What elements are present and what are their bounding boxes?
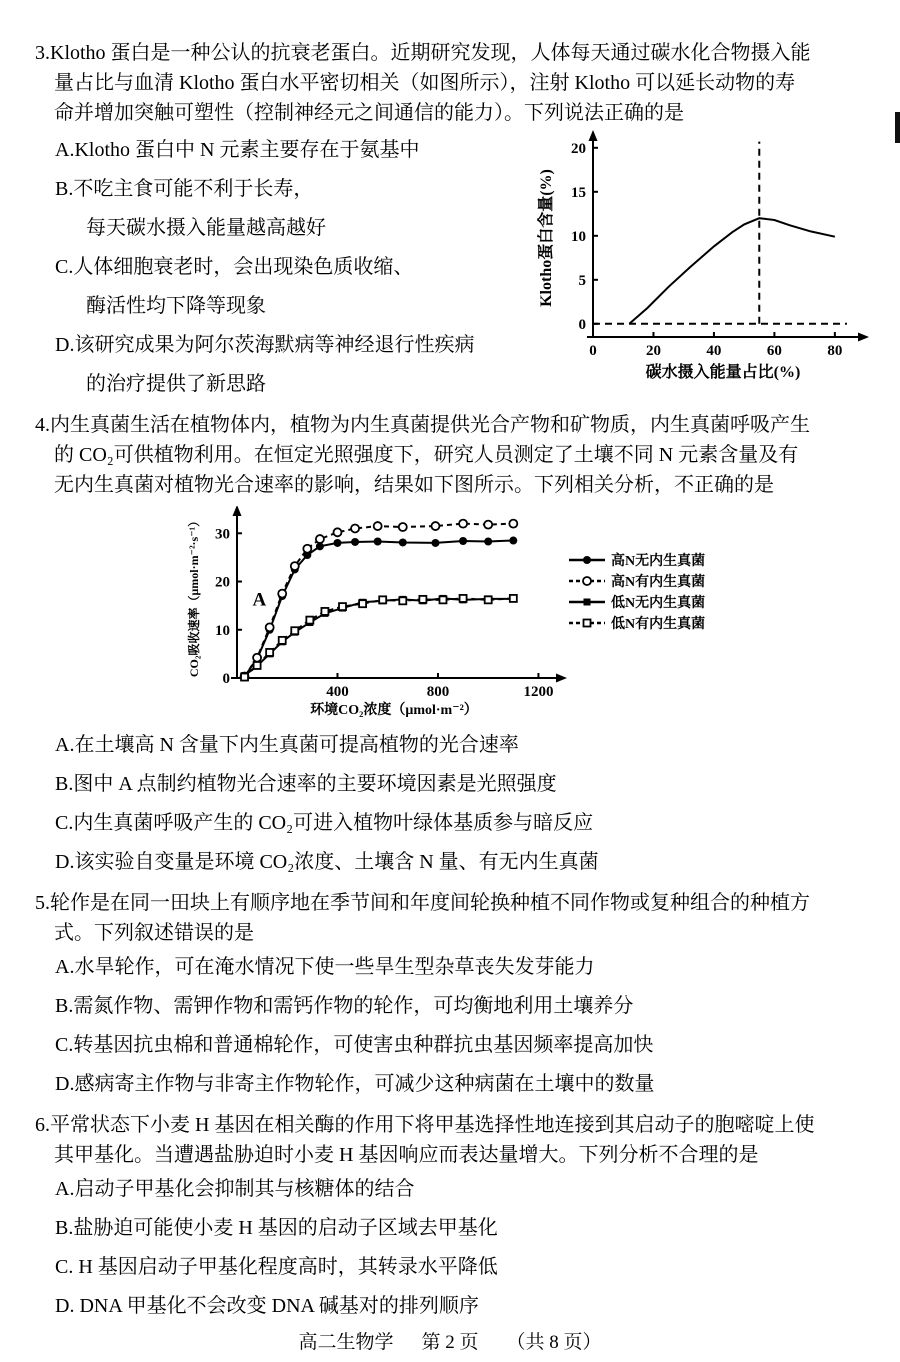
question-6 (35, 1110, 865, 1326)
question-4-stem: 4.内生真菌生活在植物体内，植物为内生真菌提供光合产物和矿物质，内生真菌呼吸产生 的 CO₂可供植物利用。在恒定光照强度下，研究人员测定了土壤不同 N 元素含量及有 无内生真菌对植物光合速率的影响，结果如下图所示。下列相关分析，不正确的是 (35, 414, 810, 496)
question-6-stem: 6.平常状态下小麦 H 基因在相关酶的作用下将甲基选择性地连接到其启动子的胞嘧啶上使 其甲基化。当遭遇盐胁迫时小麦 H 基因响应而表达量增大。下列分析不合理的是 (35, 1114, 815, 1166)
svg-text:低N无内生真菌: 低N无内生真菌 (611, 596, 706, 611)
question-4-option-c: C.内生真菌呼吸产生的 CO₂可进入植物叶绿体基质参与暗反应 (55, 812, 594, 834)
svg-text:30: 30 (215, 526, 230, 543)
klotho-chart-figure (535, 127, 880, 385)
svg-text:80: 80 (827, 343, 843, 359)
footer-total-pages: （共 8 页） (506, 1332, 602, 1353)
svg-text:0: 0 (578, 316, 586, 333)
question-6-option-d: D. DNA 甲基化不会改变 DNA 碱基对的排列顺序 (55, 1295, 479, 1317)
scan-artifact-mark (895, 112, 900, 143)
svg-text:800: 800 (426, 684, 450, 700)
question-3-option-a: A.Klotho 蛋白中 N 元素主要存在于氨基中 (55, 139, 420, 161)
page-footer (35, 1332, 865, 1354)
question-4-options (35, 726, 865, 882)
question-4 (35, 410, 865, 882)
svg-text:10: 10 (571, 228, 586, 245)
question-5-options (35, 948, 865, 1104)
question-5-stem: 5.轮作是在同一田块上有顺序地在季节间和年度间轮换种植不同作物或复种组合的种植方 式。下列叙述错误的是 (35, 892, 810, 944)
question-6-option-a: A.启动子甲基化会抑制其与核糖体的结合 (55, 1178, 415, 1200)
footer-course: 高二生物学 (298, 1332, 394, 1353)
svg-text:0: 0 (222, 671, 230, 687)
svg-text:高N无内生真菌: 高N无内生真菌 (611, 554, 706, 569)
question-3 (35, 38, 865, 404)
svg-text:0: 0 (589, 343, 597, 359)
question-5-option-c: C.转基因抗虫棉和普通棉轮作，可使害虫种群抗虫基因频率提高加快 (55, 1034, 654, 1056)
question-4-option-b: B.图中 A 点制约植物光合速率的主要环境因素是光照强度 (55, 773, 557, 795)
svg-text:A: A (252, 589, 267, 611)
svg-text:60: 60 (766, 343, 782, 359)
question-5-option-d: D.感病寄主作物与非寄主作物轮作，可减少这种病菌在土壤中的数量 (55, 1073, 655, 1095)
question-6-option-c: C. H 基因启动子甲基化程度高时，其转录水平降低 (55, 1256, 498, 1278)
question-4-option-a: A.在土壤高 N 含量下内生真菌可提高植物的光合速率 (55, 734, 519, 756)
svg-text:40: 40 (706, 343, 722, 359)
svg-text:低N有内生真菌: 低N有内生真菌 (611, 617, 706, 632)
question-3-options (35, 131, 535, 404)
question-6-options (35, 1170, 865, 1326)
co2-chart-figure (185, 506, 865, 722)
question-6-option-b: B.盐胁迫可能使小麦 H 基因的启动子区域去甲基化 (55, 1217, 498, 1239)
question-5 (35, 888, 865, 1104)
question-3-stem: 3.Klotho 蛋白是一种公认的抗衰老蛋白。近期研究发现，人体每天通过碳水化合物摄入能 量占比与血清 Klotho 蛋白水平密切相关（如图所示），注射 Klotho 可以延长动物的寿 命并增加突触可塑性（控制神经元之间通信的能力）。下列说法正确的是 (35, 42, 811, 124)
question-5-option-b: B.需氮作物、需钾作物和需钙作物的轮作，可均衡地利用土壤养分 (55, 995, 634, 1017)
svg-text:20: 20 (571, 140, 586, 157)
question-3-body (35, 131, 865, 404)
svg-text:10: 10 (215, 622, 230, 639)
svg-text:碳水摄入能量占比(%): 碳水摄入能量占比(%) (645, 364, 801, 381)
svg-text:15: 15 (571, 184, 586, 201)
question-3-option-b: B.不吃主食可能不利于长寿， 每天碳水摄入能量越高越好 (55, 178, 326, 239)
co2-uptake-line-chart (185, 506, 720, 722)
svg-text:CO₂吸收速率（μmol·m⁻²·s⁻¹）: CO₂吸收速率（μmol·m⁻²·s⁻¹） (187, 514, 201, 678)
klotho-line-chart (535, 127, 880, 385)
svg-text:5: 5 (578, 272, 586, 289)
svg-text:Klotho蛋白含量(%): Klotho蛋白含量(%) (538, 169, 555, 307)
question-4-option-d: D.该实验自变量是环境 CO₂浓度、土壤含 N 量、有无内生真菌 (55, 851, 599, 873)
svg-text:20: 20 (215, 574, 230, 591)
svg-text:高N有内生真菌: 高N有内生真菌 (611, 575, 706, 590)
svg-text:400: 400 (326, 684, 349, 700)
svg-text:20: 20 (645, 343, 661, 359)
question-3-option-d: D.该研究成果为阿尔茨海默病等神经退行性疾病 的治疗提供了新思路 (55, 334, 475, 395)
svg-text:环境CO₂浓度（μmol·m⁻²）: 环境CO₂浓度（μmol·m⁻²） (310, 703, 478, 718)
question-3-option-c: C.人体细胞衰老时，会出现染色质收缩、 酶活性均下降等现象 (55, 256, 414, 317)
footer-page-number: 第 2 页 (421, 1332, 479, 1353)
svg-text:1200: 1200 (523, 684, 554, 700)
question-5-option-a: A.水旱轮作，可在淹水情况下使一些旱生型杂草丧失发芽能力 (55, 956, 595, 978)
